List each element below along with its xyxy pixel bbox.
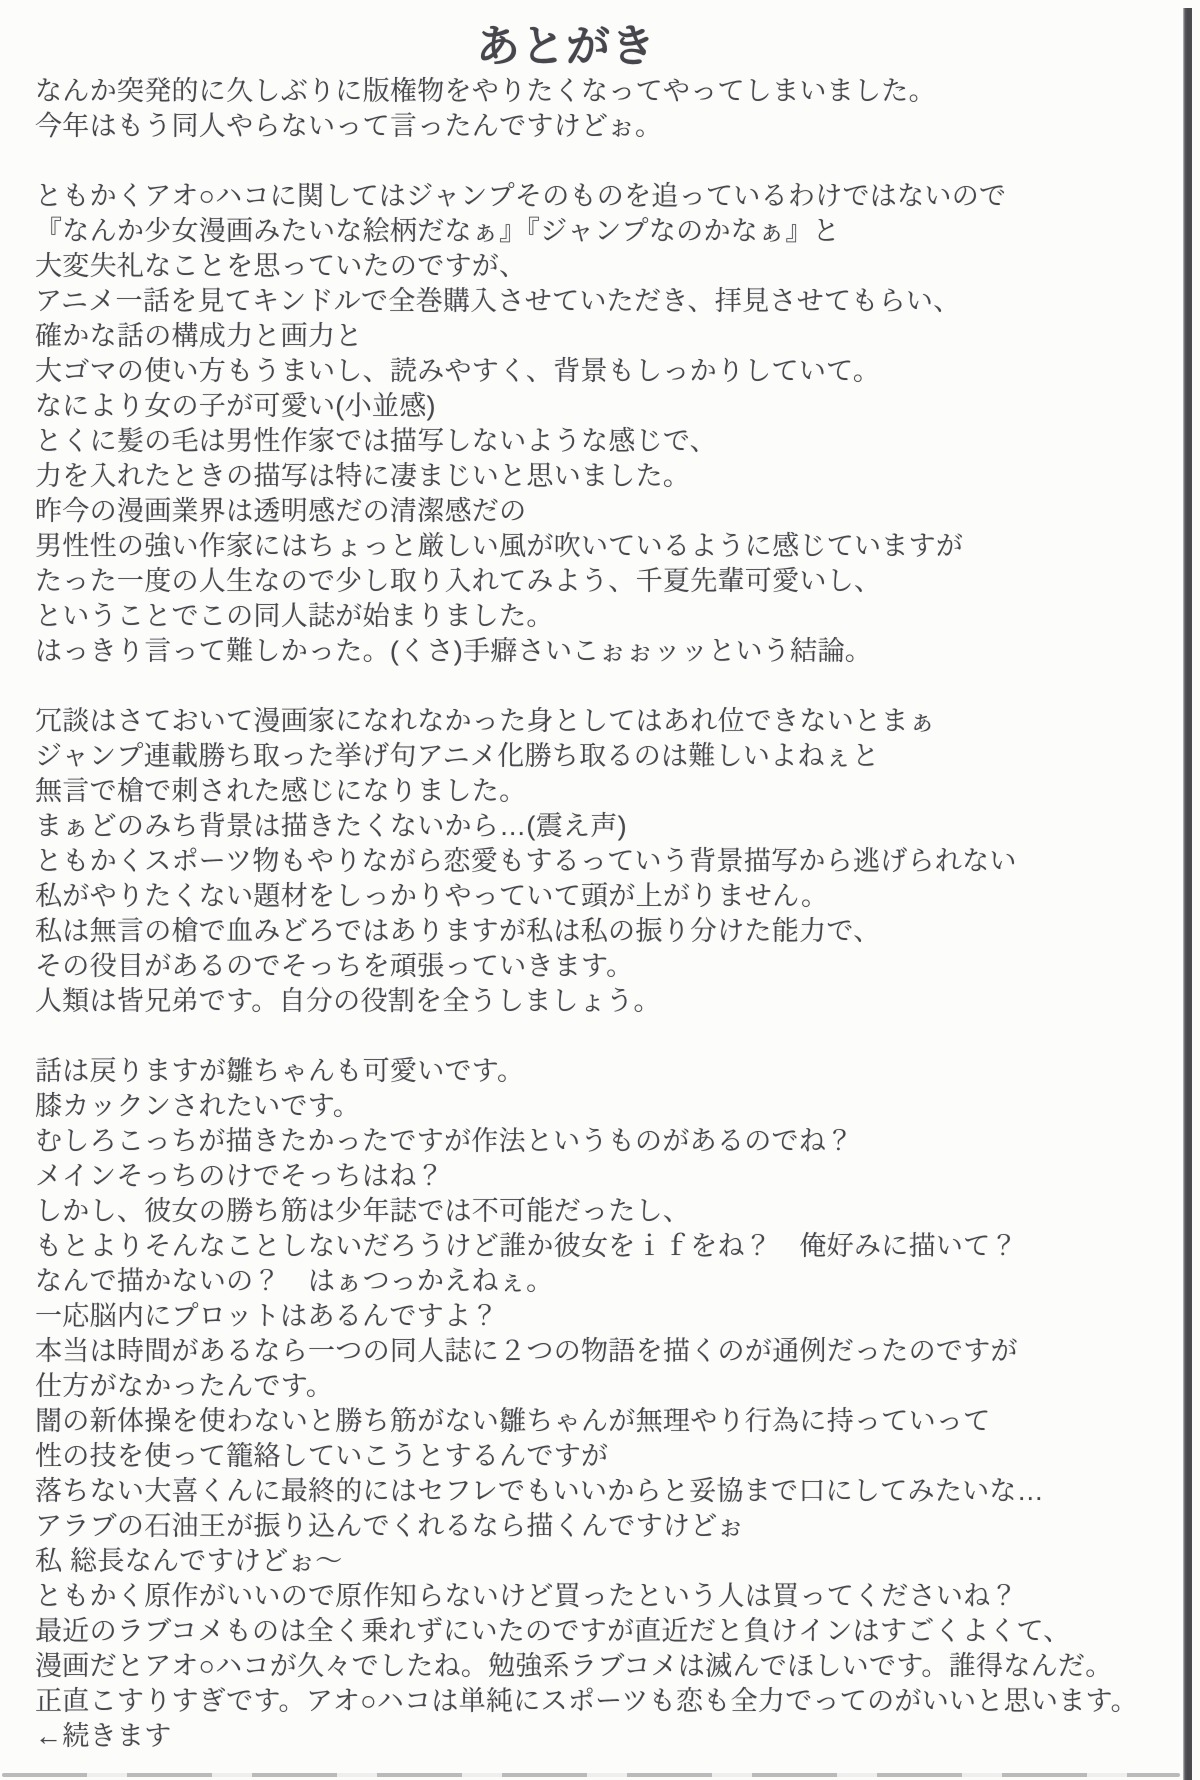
text-line: ←続きます [35,1721,172,1751]
text-line: はっきり言って難しかった。(くさ)手癖さいこぉぉッッという結論。 [35,636,873,666]
text-line: ともかくスポーツ物もやりながら恋愛もするっていう背景描写から逃げられない [35,846,1017,876]
text-line: 私 総長なんですけどぉ〜 [35,1546,343,1576]
text-line: 正直こすりすぎです。アオ○ハコは単純にスポーツも恋も全力でってのがいいと思います。 [35,1686,1138,1716]
text-line: 無言で槍で刺された感じになりました。 [35,776,527,806]
text-line: ともかく原作がいいので原作知らないけど買ったという人は買ってくださいね？ [35,1581,1018,1611]
text-line: 膝カックンされたいです。 [35,1091,361,1121]
text-line: 本当は時間があるなら一つの同人誌に２つの物語を描くのが通例だったのですが [35,1336,1018,1366]
text-line: 男性性の強い作家にはちょっと厳しい風が吹いているように感じていますが [35,531,964,561]
scan-edge-bottom [2,1773,1180,1777]
text-line: 漫画だとアオ○ハコが久々でしたね。勉強系ラブコメは滅んでほしいです。誰得なんだ。 [35,1651,1113,1681]
text-line: アラブの石油王が振り込んでくれるなら描くんですけどぉ [35,1511,745,1541]
text-line: もとよりそんなことしないだろうけど誰か彼女をｉｆをね？ 俺好みに描いて？ [35,1231,1018,1261]
text-line: 性の技を使って籠絡していこうとするんですが [35,1441,609,1471]
text-line: 今年はもう同人やらないって言ったんですけどぉ。 [35,111,663,141]
page-title: あとがき [476,22,656,71]
text-line: 『なんか少女漫画みたいな絵柄だなぁ』『ジャンプなのかなぁ』と [35,216,840,246]
text-line: 闇の新体操を使わないと勝ち筋がない雛ちゃんが無理やり行為に持っていって [35,1406,991,1436]
text-line: 落ちない大喜くんに最終的にはセフレでもいいからと妥協まで口にしてみたいな… [35,1476,1045,1506]
text-line: 私がやりたくない題材をしっかりやっていて頭が上がりません。 [35,881,829,911]
text-line: しかし、彼女の勝ち筋は少年誌では不可能だったし、 [35,1196,691,1226]
text-line: 一応脳内にプロットはあるんですよ？ [35,1301,499,1331]
text-line: なんで描かないの？ はぁつっかえねぇ。 [35,1266,554,1296]
scan-edge-right [1183,8,1192,1780]
text-line: ともかくアオ○ハコに関してはジャンプそのものを追っているわけではないので [35,181,1007,211]
text-line: 力を入れたときの描写は特に凄まじいと思いました。 [35,461,691,491]
text-line: 冗談はさておいて漫画家になれなかった身としてはあれ位できないとまぁ [35,706,936,736]
text-line: なにより女の子が可愛い(小並感) [35,391,436,421]
text-line: その役目があるのでそっちを頑張っていきます。 [35,951,634,981]
text-line: 最近のラブコメものは全く乗れずにいたのですが直近だと負けインはすごくよくて、 [35,1616,1071,1646]
text-line: 仕方がなかったんです。 [35,1371,334,1401]
paragraph-gap [35,144,1175,179]
text-line: ジャンプ連載勝ち取った挙げ句アニメ化勝ち取るのは難しいよねぇと [35,741,880,771]
text-line: なんか突発的に久しぶりに版権物をやりたくなってやってしまいました。 [35,76,936,106]
paragraph-gap [35,669,1175,704]
text-line: アニメ一話を見てキンドルで全巻購入させていただき、拝見させてもらい、 [35,286,961,316]
text-line: たった一度の人生なので少し取り入れてみよう、千夏先輩可愛いし、 [35,566,882,596]
text-line: まぁどのみち背景は描きたくないから…(震え声) [35,811,627,841]
text-line: 大ゴマの使い方もうまいし、読みやすく、背景もしっかりしていて。 [35,356,881,386]
text-line: 人類は皆兄弟です。自分の役割を全うしましょう。 [35,986,661,1016]
afterword-body [35,74,1175,1754]
paragraph-gap [35,1019,1175,1054]
text-line: 確かな話の構成力と画力と [35,321,363,351]
text-line: 私は無言の槍で血みどろではありますが私は私の振り分けた能力で、 [35,916,881,946]
text-line: とくに髪の毛は男性作家では描写しないような感じで、 [35,426,717,456]
text-line: メインそっちのけでそっちはね？ [35,1161,444,1191]
text-line: むしろこっちが描きたかったですが作法というものがあるのでね？ [35,1126,854,1156]
text-line: 昨今の漫画業界は透明感だの清潔感だの [35,496,527,526]
text-line: 話は戻りますが雛ちゃんも可愛いです。 [35,1056,525,1086]
text-line: ということでこの同人誌が始まりました。 [35,601,554,631]
text-line: 大変失礼なことを思っていたのですが、 [35,251,527,281]
